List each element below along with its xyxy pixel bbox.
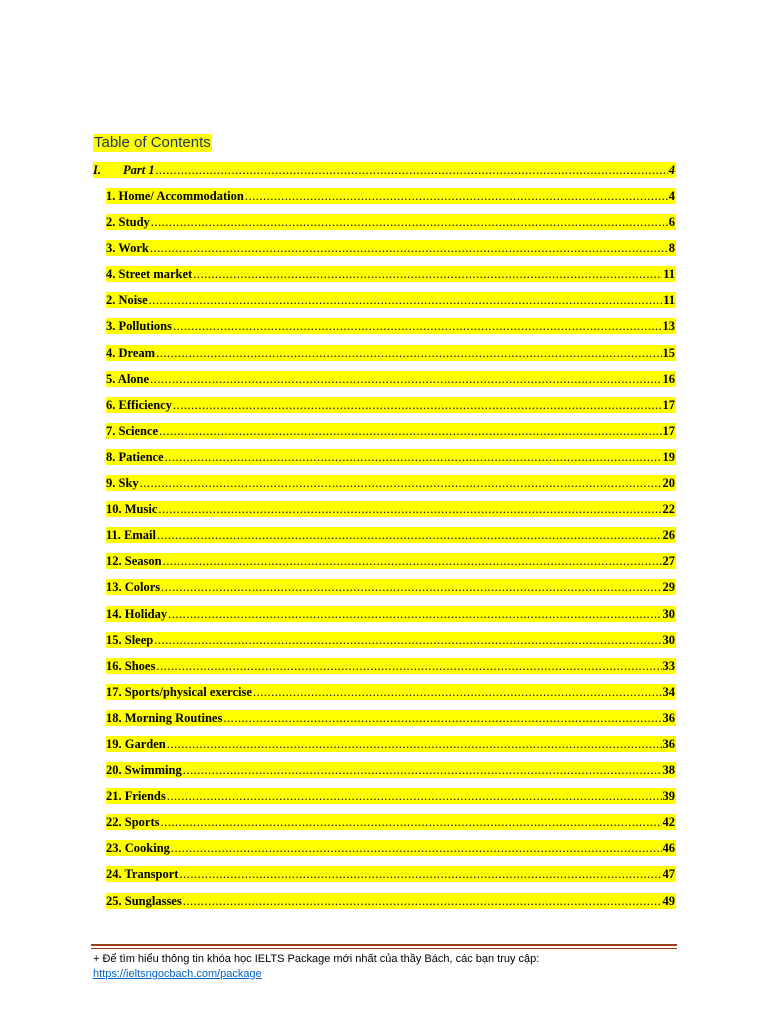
dot-leader: [193, 266, 662, 282]
dot-leader: [245, 188, 668, 204]
toc-entry-page: 47: [662, 867, 675, 882]
dot-leader: [150, 371, 661, 387]
toc-entry[interactable]: [106, 188, 676, 204]
toc-entry-label: 2. Study: [106, 215, 150, 230]
dot-leader: [168, 606, 661, 622]
toc-entry-label: 3. Pollutions: [106, 319, 172, 334]
toc-entry-page: 11: [663, 293, 675, 308]
toc-entry-label: 16. Shoes: [106, 658, 156, 673]
dot-leader: [157, 527, 661, 543]
toc-entry-label: 13. Colors: [106, 580, 161, 595]
footer-package-link[interactable]: https://ieltsngocbach.com/package: [93, 968, 262, 980]
toc-entry[interactable]: [106, 736, 676, 752]
toc-entry-part-1[interactable]: [93, 162, 676, 178]
toc-entry-label: 9. Sky: [106, 476, 139, 491]
toc-entry-page: 4: [668, 163, 675, 177]
toc-entry-page: 33: [662, 658, 675, 673]
toc-entry-label: 11. Email: [106, 528, 157, 543]
toc-entry-label: 10. Music: [106, 502, 158, 517]
toc-entry-label: 12. Season: [106, 554, 162, 569]
dot-leader: [161, 579, 661, 595]
toc-entry-label: 3. Work: [106, 241, 149, 256]
toc-entry-page: 36: [662, 710, 675, 725]
toc-entry-label: 17. Sports/physical exercise: [106, 684, 252, 699]
toc-entry-page: 39: [662, 789, 675, 804]
toc-list: [93, 162, 676, 919]
toc-part-number: I.: [93, 163, 101, 177]
toc-entry[interactable]: [106, 318, 676, 334]
dot-leader: [159, 423, 661, 439]
dot-leader: [158, 501, 661, 517]
toc-entry[interactable]: [106, 658, 676, 674]
dot-leader: [156, 162, 668, 178]
toc-entry[interactable]: [106, 710, 676, 726]
dot-leader: [173, 318, 662, 334]
toc-entry-label: 25. Sunglasses: [106, 893, 182, 908]
toc-entry[interactable]: [106, 553, 676, 569]
dot-leader: [156, 345, 661, 361]
toc-entry[interactable]: [106, 501, 676, 517]
dot-leader: [160, 814, 661, 830]
dot-leader: [253, 684, 662, 700]
toc-entry-page: 30: [662, 632, 675, 647]
toc-entry[interactable]: [106, 762, 676, 778]
toc-entry-page: 11: [663, 267, 675, 282]
toc-entry-page: 42: [662, 815, 675, 830]
toc-entry-label: 23. Cooking: [106, 841, 170, 856]
footer-note: + Để tìm hiểu thông tin khóa học IELTS Package mới nhất của thầy Bách, các bạn truy cập:: [93, 953, 540, 965]
dot-leader: [171, 840, 662, 856]
dot-leader: [183, 893, 662, 909]
toc-entry-label: 18. Morning Routines: [106, 710, 223, 725]
toc-entry-label: 1. Home/ Accommodation: [106, 189, 244, 203]
toc-entry[interactable]: [106, 579, 676, 595]
toc-entry-page: 34: [662, 684, 675, 699]
toc-entry-page: 17: [662, 397, 675, 412]
dot-leader: [179, 866, 661, 882]
toc-entry-page: 38: [662, 763, 675, 778]
toc-entry[interactable]: [106, 214, 676, 230]
toc-entry-page: 29: [662, 580, 675, 595]
toc-entry[interactable]: [106, 371, 676, 387]
toc-entry-page: 49: [662, 893, 675, 908]
toc-entry-page: 46: [662, 841, 675, 856]
toc-entry[interactable]: [106, 606, 676, 622]
toc-entry-page: 15: [662, 345, 675, 360]
dot-leader: [150, 240, 668, 256]
toc-entry-page: 6: [668, 215, 675, 230]
toc-entry-label: 15. Sleep: [106, 632, 154, 647]
toc-entry[interactable]: [106, 840, 676, 856]
toc-entry[interactable]: [106, 292, 676, 308]
toc-entry-page: 8: [668, 241, 675, 256]
dot-leader: [223, 710, 661, 726]
toc-entry[interactable]: [106, 684, 676, 700]
toc-entry-label: 22. Sports: [106, 815, 160, 830]
toc-entry[interactable]: [106, 788, 676, 804]
toc-entry-page: 17: [662, 423, 675, 438]
dot-leader: [140, 475, 662, 491]
toc-heading: Table of Contents: [94, 134, 211, 151]
toc-entry[interactable]: [106, 397, 676, 413]
toc-entry-label: 24. Transport: [106, 867, 179, 882]
toc-entry-label: 20. Swimming: [106, 763, 182, 778]
toc-entry-page: 19: [662, 449, 675, 464]
toc-entry[interactable]: [106, 240, 676, 256]
dot-leader: [167, 736, 662, 752]
toc-entry-label: 7. Science: [106, 423, 159, 438]
dot-leader: [154, 632, 661, 648]
toc-entry-label: 8. Patience: [106, 449, 164, 464]
toc-entry[interactable]: [106, 814, 676, 830]
dot-leader: [151, 214, 668, 230]
toc-entry-page: 30: [662, 606, 675, 621]
toc-entry-page: 36: [662, 736, 675, 751]
toc-entry-page: 27: [662, 554, 675, 569]
toc-entry[interactable]: [106, 345, 676, 361]
toc-entry-page: 20: [662, 476, 675, 491]
toc-entry-label: 4. Street market: [106, 267, 193, 282]
footer-rule-thin: [91, 948, 677, 949]
toc-entry-label: 21. Friends: [106, 789, 166, 804]
toc-entry-page: 22: [662, 502, 675, 517]
toc-entry[interactable]: [106, 527, 676, 543]
toc-entry-label: 14. Holiday: [106, 606, 168, 621]
dot-leader: [156, 658, 661, 674]
toc-entry[interactable]: [106, 266, 676, 282]
toc-entry-page: 13: [662, 319, 675, 334]
toc-entry-page: 26: [662, 528, 675, 543]
toc-entry[interactable]: [106, 423, 676, 439]
toc-entry[interactable]: [106, 475, 676, 491]
dot-leader: [183, 762, 662, 778]
toc-entry[interactable]: [106, 893, 676, 909]
toc-entry-page: 4: [668, 189, 675, 203]
toc-entry-label: 5. Alone: [106, 371, 150, 386]
toc-entry-label: 19. Garden: [106, 736, 166, 751]
toc-entry-label: Part 1: [123, 163, 155, 177]
toc-entry[interactable]: [106, 632, 676, 648]
dot-leader: [163, 553, 662, 569]
footer-rule: [91, 944, 677, 946]
toc-entry[interactable]: [106, 866, 676, 882]
toc-entry-label: 4. Dream: [106, 345, 156, 360]
dot-leader: [173, 397, 662, 413]
toc-entry-label: 2. Noise: [106, 293, 148, 308]
dot-leader: [149, 292, 663, 308]
toc-entry-label: 6. Efficiency: [106, 397, 172, 412]
toc-entry[interactable]: [106, 449, 676, 465]
dot-leader: [167, 788, 662, 804]
toc-entry-page: 16: [662, 371, 675, 386]
dot-leader: [165, 449, 662, 465]
